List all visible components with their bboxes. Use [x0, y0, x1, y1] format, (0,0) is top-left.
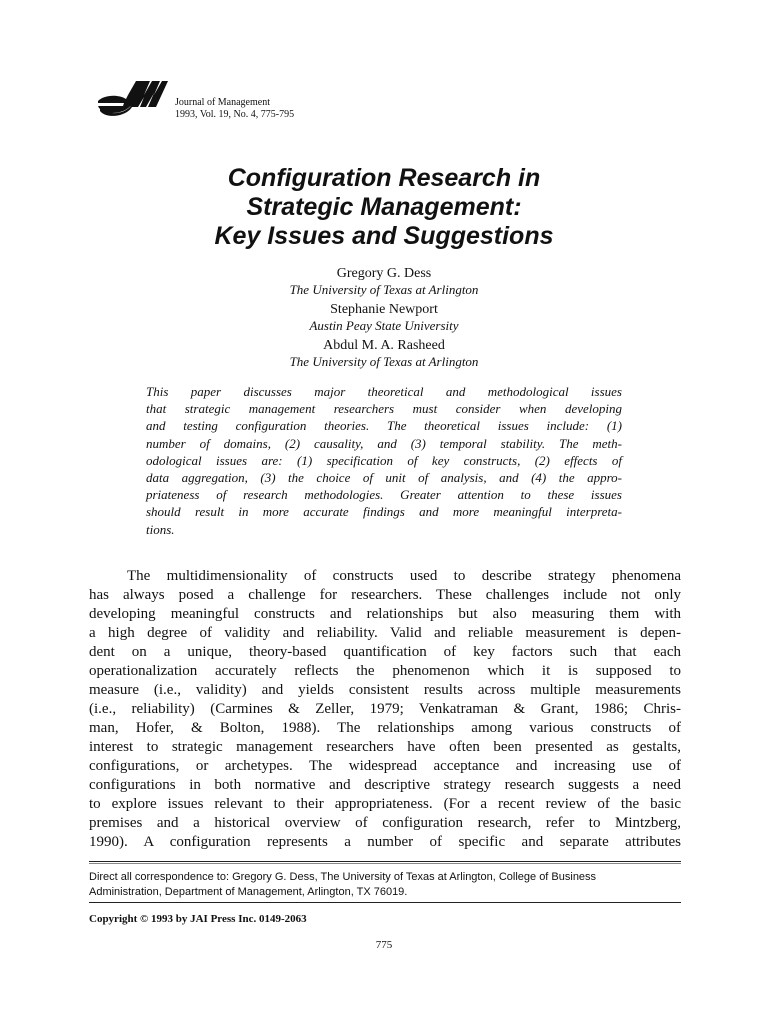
body-line: to explore issues relevant to their appropriateness. (For a recent review of the basic	[89, 796, 681, 812]
footnote-line: Administration, Department of Management, Arlington, TX 76019.	[89, 886, 408, 898]
abstract-line: number of domains, (2) causality, and (3) temporal stability. The meth-	[146, 435, 622, 451]
journal-logo-icon	[96, 77, 170, 119]
journal-name: Journal of Management	[175, 97, 270, 108]
abstract-line: data aggregation, (3) the choice of unit of analysis, and (4) the appro-	[146, 470, 622, 486]
copyright-notice: Copyright © 1993 by JAI Press Inc. 0149-2063	[89, 913, 307, 925]
journal-info	[175, 97, 294, 121]
abstract-line: tions.	[146, 521, 175, 537]
abstract	[146, 383, 622, 538]
footnote-bottom-divider	[89, 902, 681, 903]
body-line: configurations in both normative and descriptive strategy research suggests a need	[89, 777, 681, 793]
body-line: dent on a unique, theory-based quantification of key factors such that each	[89, 644, 681, 660]
abstract-line: should result in more accurate findings and more meaningful interpreta-	[146, 504, 622, 520]
body-line: operationalization accurately reflects the phenomenon which it is supposed to	[89, 663, 681, 679]
body-line: configurations, or archetypes. The widespread acceptance and increasing use of	[89, 758, 681, 774]
author-affiliation: Austin Peay State University	[309, 318, 459, 333]
author-entry	[84, 301, 684, 334]
title-line-3: Key Issues and Suggestions	[214, 222, 554, 250]
author-list	[84, 265, 684, 373]
author-name: Abdul M. A. Rasheed	[323, 338, 445, 353]
journal-header	[96, 77, 396, 122]
body-paragraph	[89, 567, 681, 852]
body-line: The multidimensionality of constructs used to describe strategy phenomena	[127, 568, 681, 584]
author-affiliation: The University of Texas at Arlington	[289, 354, 479, 369]
body-line: (i.e., reliability) (Carmines & Zeller, 1979; Venkatraman & Grant, 1986; Chris-	[89, 701, 681, 717]
body-line: developing meaningful constructs and relationships but also measuring them with	[89, 606, 681, 622]
abstract-line: This paper discusses major theoretical and methodological issues	[146, 384, 622, 399]
footnote-divider-secondary	[89, 863, 681, 864]
author-name: Stephanie Newport	[330, 302, 438, 317]
footnote-divider	[89, 861, 681, 862]
journal-citation: 1993, Vol. 19, No. 4, 775-795	[175, 109, 295, 120]
author-entry	[84, 265, 684, 298]
body-line: a high degree of validity and reliability. Valid and reliable measurement is depen-	[89, 625, 681, 641]
body-line: has always posed a challenge for researchers. These challenges include not only	[89, 587, 681, 603]
body-line: man, Hofer, & Bolton, 1988). The relationships among various constructs of	[89, 720, 681, 736]
page-number: 775	[375, 939, 393, 951]
abstract-line: odological issues are: (1) specification of key constructs, (2) effects of	[146, 452, 622, 468]
body-line: premises and a historical overview of configuration research, refer to Mintzberg,	[89, 815, 681, 831]
body-line: 1990). A configuration represents a number of specific and separate attributes	[89, 834, 681, 850]
abstract-line: that strategic management researchers must consider when developing	[146, 401, 622, 417]
author-affiliation: The University of Texas at Arlington	[289, 282, 479, 297]
body-line: interest to strategic management researchers have often been presented as gestalts,	[89, 739, 681, 755]
body-line: measure (i.e., validity) and yields consistent results across multiple measurements	[89, 682, 681, 698]
title-line-2: Strategic Management:	[246, 193, 522, 221]
correspondence-footnote	[89, 870, 681, 900]
author-entry	[84, 337, 684, 370]
title-line-1: Configuration Research in	[227, 164, 541, 192]
paper-title	[84, 164, 684, 251]
author-name: Gregory G. Dess	[336, 266, 432, 281]
abstract-line: priateness of research methodologies. Greater attention to these issues	[146, 487, 622, 503]
footnote-line: Direct all correspondence to: Gregory G. Dess, The University of Texas at Arlington, College of Business	[89, 871, 597, 883]
abstract-line: and testing configuration theories. The theoretical issues include: (1)	[146, 418, 622, 434]
